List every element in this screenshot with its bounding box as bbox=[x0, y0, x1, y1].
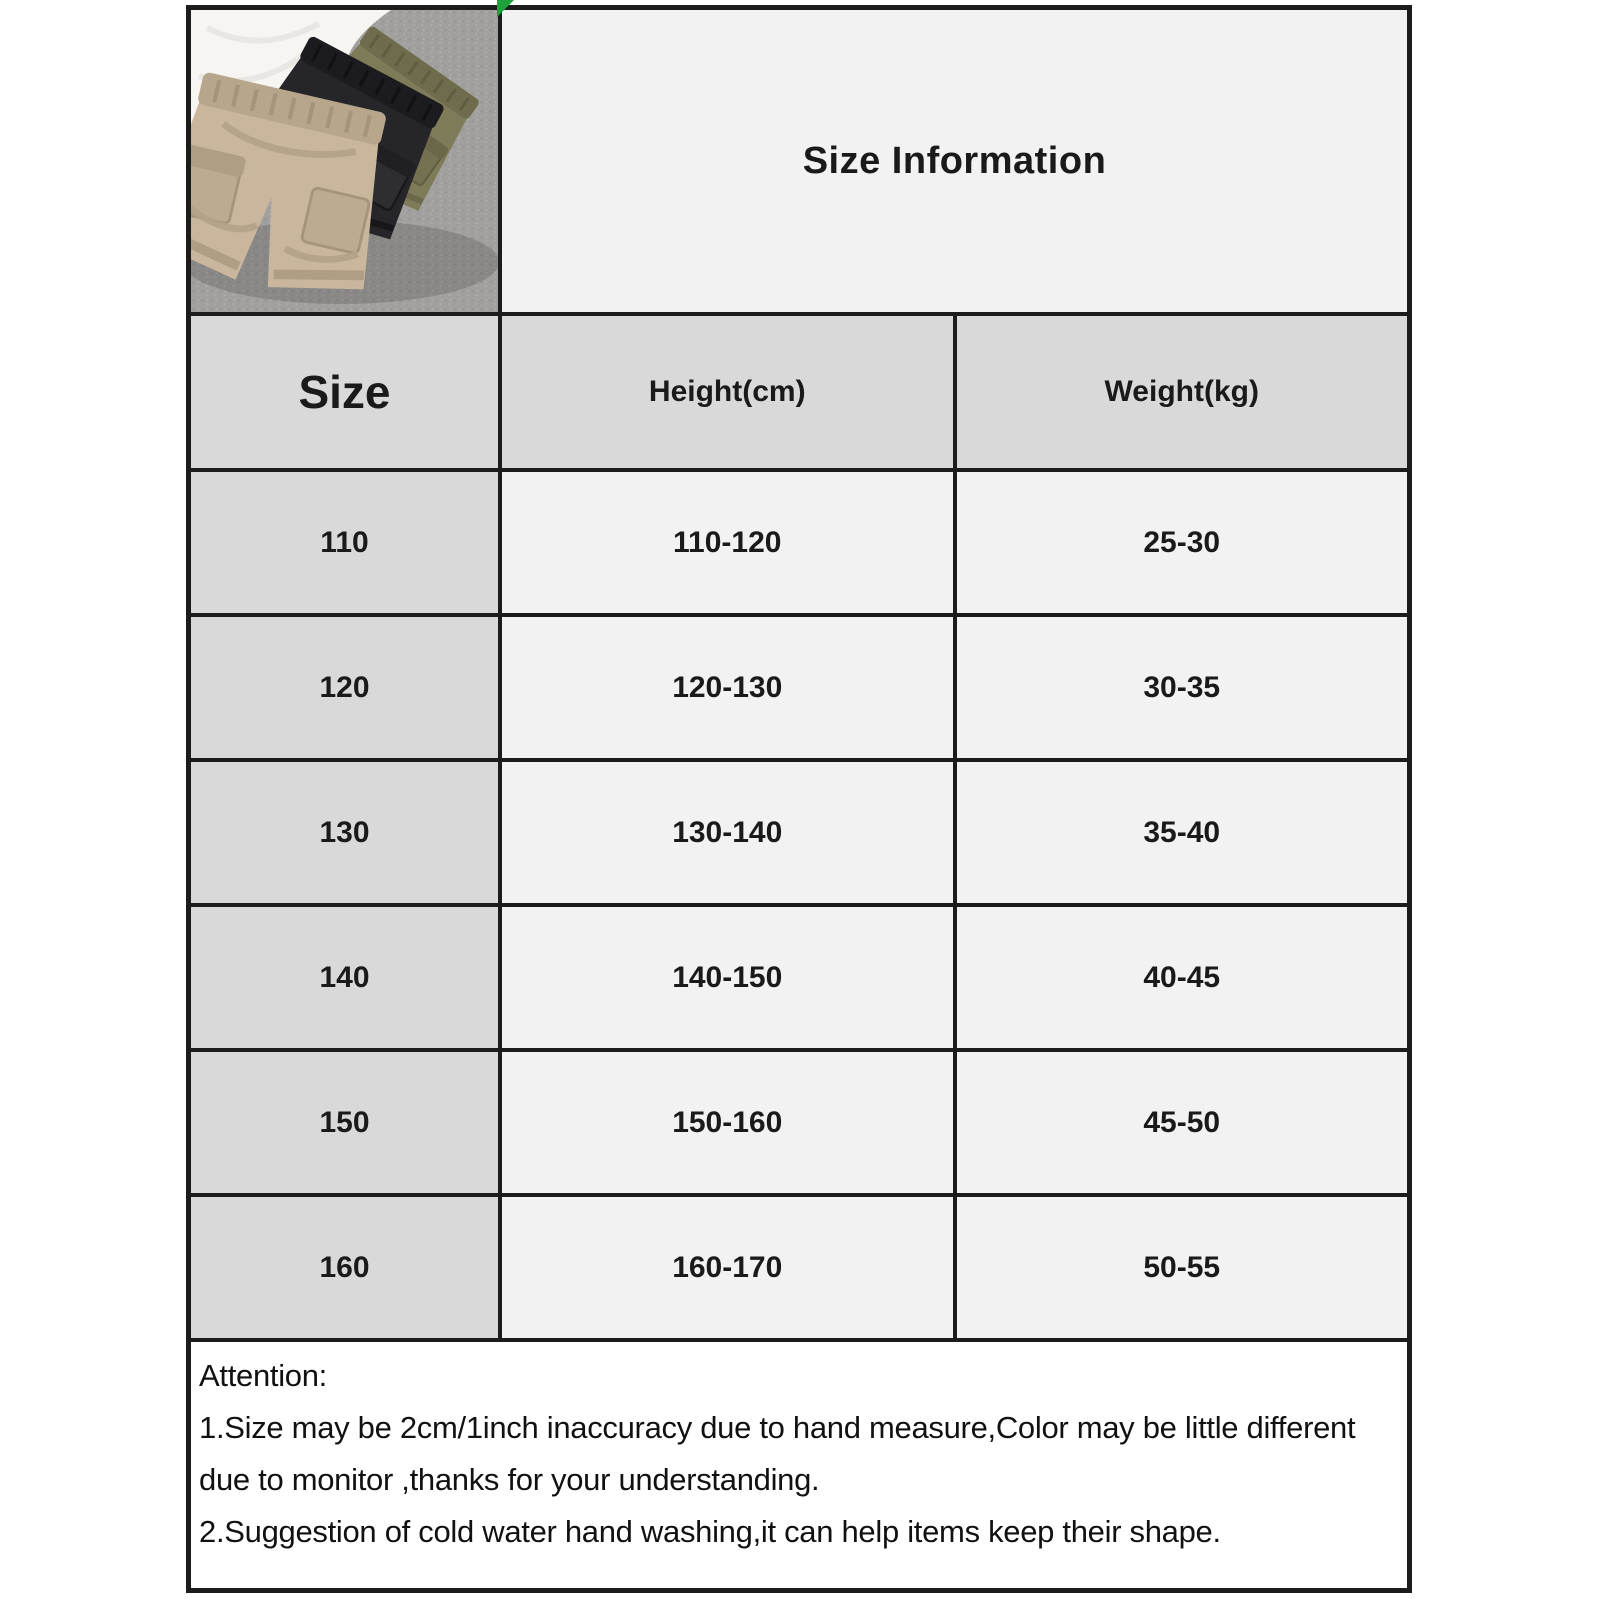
size-information-title: Size Information bbox=[498, 10, 1407, 312]
height-value: 150-160 bbox=[498, 1048, 953, 1193]
size-chart-sheet bbox=[186, 5, 1412, 1593]
size-value: 140 bbox=[191, 903, 498, 1048]
height-value: 110-120 bbox=[498, 468, 953, 613]
height-value: 140-150 bbox=[498, 903, 953, 1048]
attention-note bbox=[191, 1338, 1407, 1588]
attention-note-2: 2.Suggestion of cold water hand washing,it can help items keep their shape. bbox=[199, 1514, 1221, 1550]
column-header-weight: Weight(kg) bbox=[953, 312, 1408, 468]
height-value: 160-170 bbox=[498, 1193, 953, 1338]
weight-value: 30-35 bbox=[953, 613, 1408, 758]
height-value: 120-130 bbox=[498, 613, 953, 758]
product-photo-illustration bbox=[191, 10, 498, 312]
height-value: 130-140 bbox=[498, 758, 953, 903]
green-corner-marker-icon bbox=[497, 0, 514, 17]
weight-value: 50-55 bbox=[953, 1193, 1408, 1338]
weight-value: 45-50 bbox=[953, 1048, 1408, 1193]
column-header-size: Size bbox=[191, 312, 498, 468]
attention-note-1: 1.Size may be 2cm/1inch inaccuracy due to hand measure,Color may be little different due to monitor ,thanks for your understanding. bbox=[199, 1410, 1356, 1498]
size-value: 160 bbox=[191, 1193, 498, 1338]
weight-value: 40-45 bbox=[953, 903, 1408, 1048]
product-photo bbox=[191, 10, 498, 312]
size-value: 130 bbox=[191, 758, 498, 903]
attention-title: Attention: bbox=[199, 1358, 327, 1393]
size-value: 150 bbox=[191, 1048, 498, 1193]
size-value: 110 bbox=[191, 468, 498, 613]
weight-value: 35-40 bbox=[953, 758, 1408, 903]
column-header-height: Height(cm) bbox=[498, 312, 953, 468]
weight-value: 25-30 bbox=[953, 468, 1408, 613]
size-value: 120 bbox=[191, 613, 498, 758]
